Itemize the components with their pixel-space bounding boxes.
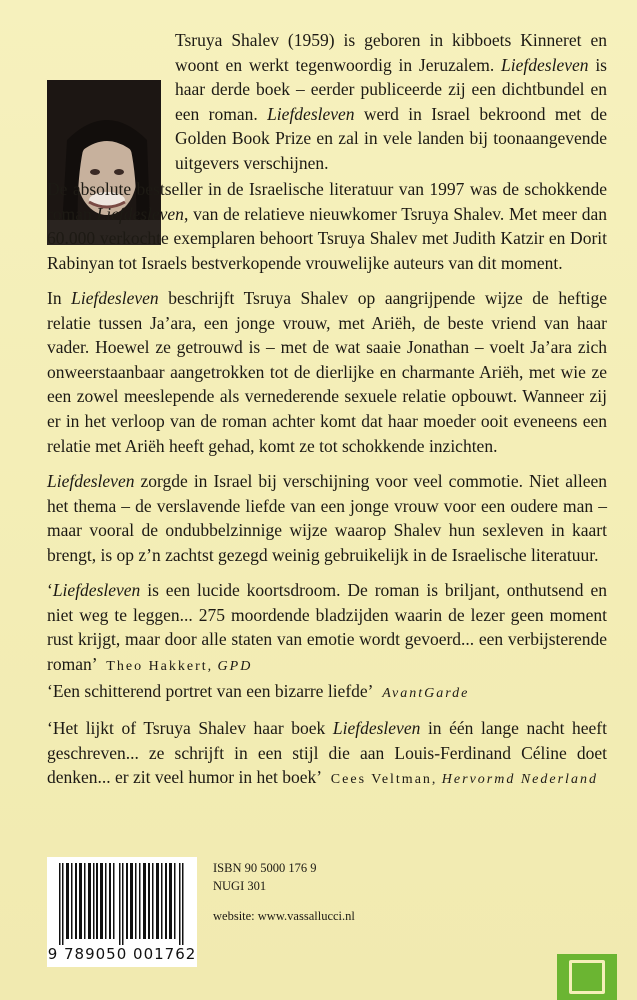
paragraph-text [47,177,607,275]
isbn: ISBN 90 5000 176 9 [213,861,317,875]
text-run: in één lange nacht heeft geschreven... ze schrijft in een stijl die aan Louis-Ferdinand Céline doet denken... er zit veel humor in het boek’ [47,718,607,788]
review-quote-2 [47,679,607,707]
paragraph-text [47,286,607,458]
book-title: Liefdesleven [501,54,589,75]
quote-mark: ‘ [47,580,53,600]
text-run: , van de relatieve nieuwkomer Tsruya Shalev. Met meer dan 60.000 verkochte exemplaren behoort Tsruya Shalev met Judith Katzir en Dorit Rabinyan tot Israels bestverkopende vrouwelijke auteurs van dit moment. [47,203,607,273]
logo-frame-icon [569,960,605,994]
book-title: Liefdesleven [332,718,421,738]
quote-text [47,716,607,793]
bio-text-1: Tsruya Shalev (1959) is geboren in kibboets Kinneret en woont en werkt tegenwoordig in Jeruzalem. [175,30,607,75]
book-title: Liefdesleven [267,103,355,124]
bestseller-paragraph [47,177,607,275]
book-title: Liefdesleven [47,471,135,491]
barcode-digits: 9 789050 001762 [47,945,197,963]
barcode-bars [57,863,187,945]
text-run: ‘Het lijkt of Tsruya Shalev haar boek [47,718,333,738]
quote-text [47,578,607,679]
book-title: Liefdesleven [71,288,159,308]
watermark-logo [557,954,617,1000]
book-title: Liefdesleven [96,203,184,224]
text-run: beschrijft Tsruya Shalev op aangrijpende wijze de heftige relatie tussen Ja’ara, een jonge vrouw, met Ariëh, de beste vriend van haar vader. Hoewel ze getrouwd is – met de wat saaie Jonathan – voelt Ja’ara zich onweerstaanbaar aangetrokken tot de dierlijke en charmante Ariëh, met wie ze een zowel meeslepende als vernederende sexuele relatie opbouwt. Wanneer zij er in het verloop van de roman achter komt dat haar moeder ooit eveneens een relatie met Ariëh heeft gehad, komt ze tot schokkende inzichten. [47,288,607,456]
review-author: Cees Veltman, [330,772,438,788]
paragraph-text [47,469,607,567]
text-run: De absolute bestseller in de Israelische literatuur van 1997 was de schokkende roman [47,179,607,224]
synopsis-paragraph [47,286,607,458]
book-title: Liefdesleven [52,580,141,600]
nugi: NUGI 301 [213,879,267,893]
text-run: is een lucide koortsdroom. De roman is briljant, onthutsend en niet weg te leggen... 275 moordende bladzijden waarin de lezer geen moment rust krijgt, maar door alle staten van emotie wordt gevoerd... een verbijsterende roman’ [47,580,607,674]
text-run: zorgde in Israel bij verschijning voor veel commotie. Niet alleen het thema – de verslavende liefde van een jonge vrouw voor een oudere man – maar vooral de ondubbelzinnige wijze waarop Shalev hun sexleven in kaart brengt, is op z’n zachtst gezegd weinig gebruikelijk in de Israelische literatuur. [47,471,607,565]
website: website: www.vassallucci.nl [213,909,355,923]
barcode [47,857,197,967]
quote-text [47,679,607,707]
review-author: Theo Hakkert, [106,658,214,674]
review-source: Hervormd Nederland [441,772,598,788]
review-source: AvantGarde [382,686,470,701]
text-run: ‘Een schitterend portret van een bizarre liefde’ [47,681,374,701]
review-source: GPD [217,658,253,674]
bio-text-2: is haar derde boek – eerder publiceerde zij een dichtbundel en een roman. [175,54,607,124]
reception-paragraph [47,469,607,567]
review-quote-3 [47,716,607,793]
review-quote-1 [47,578,607,679]
text-run: In [47,288,72,308]
bio-text-3: werd in Israel bekroond met de Golden Book Prize en zal in vele landen bij toonaangevende uitgevers verschijnen. [175,103,607,173]
